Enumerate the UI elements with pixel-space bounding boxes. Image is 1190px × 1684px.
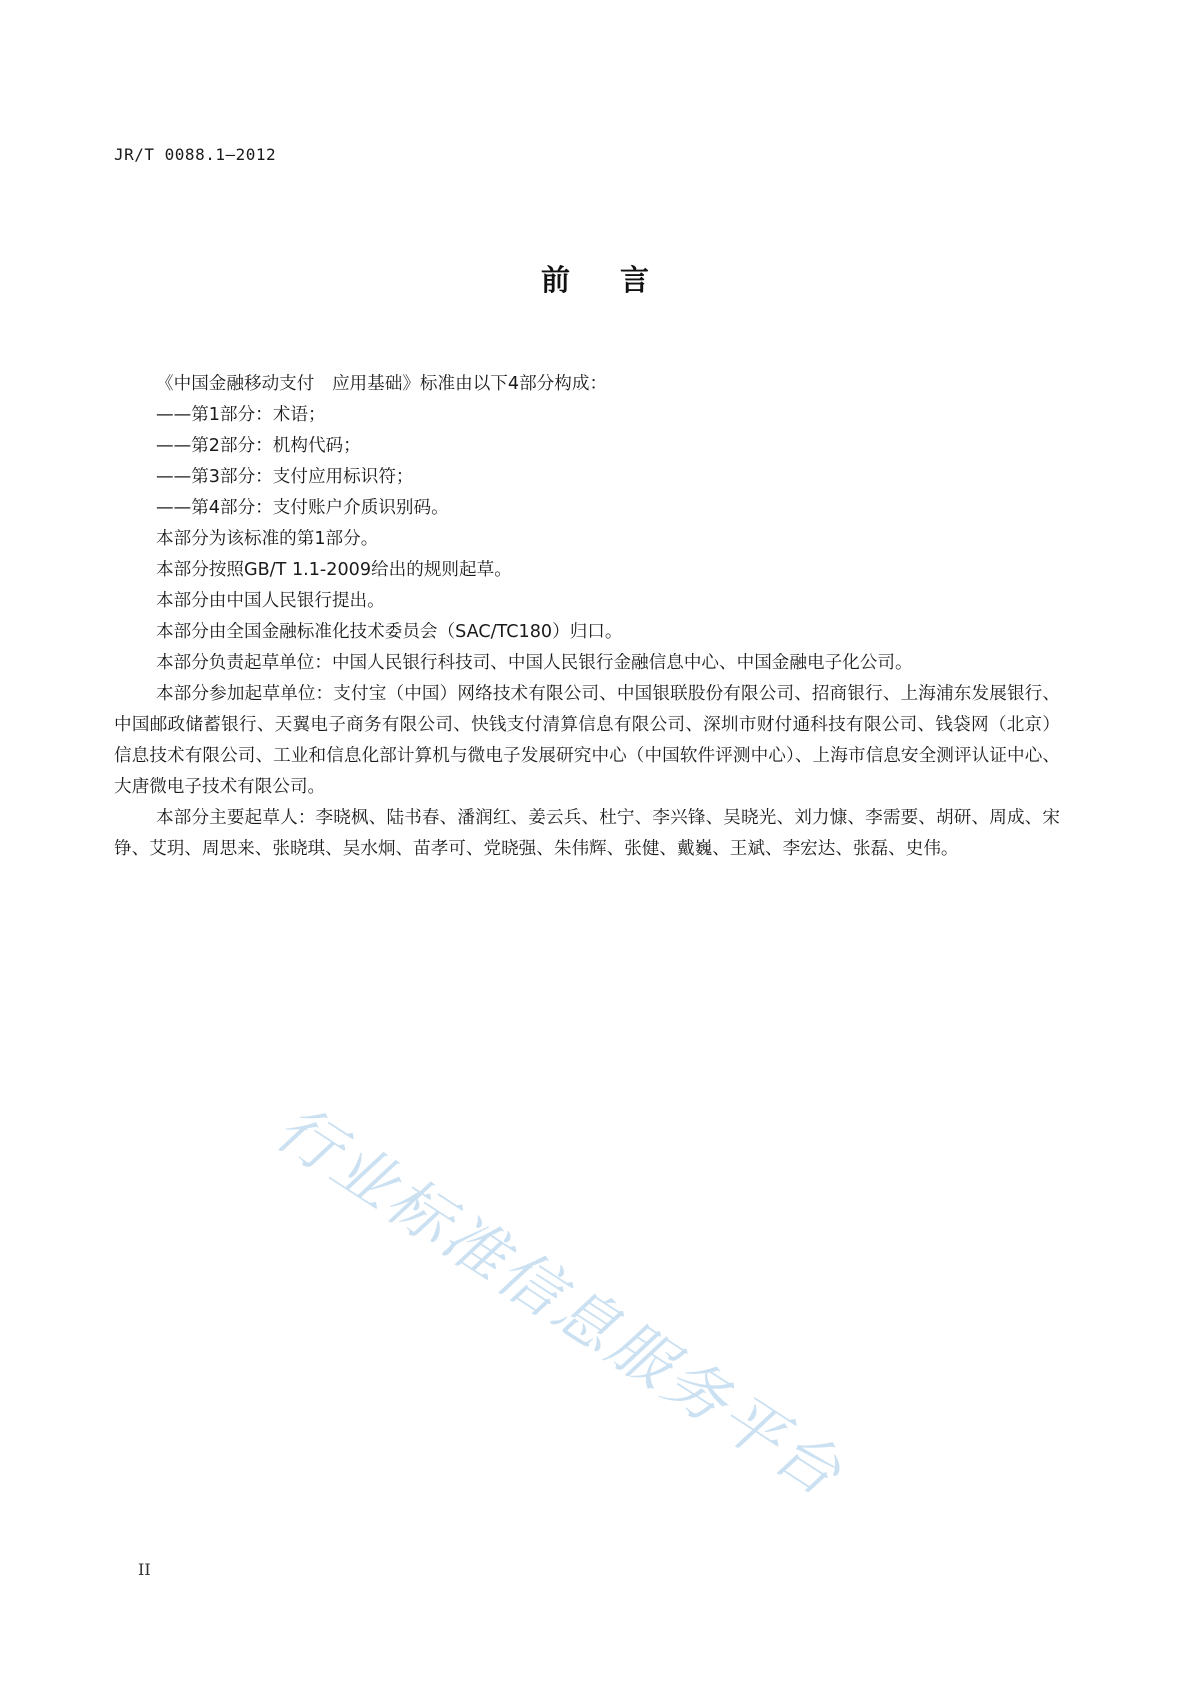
paragraph-part-1: ——第1部分：术语； (156, 405, 326, 425)
document-code: JR/T 0088.1—2012 (114, 145, 277, 164)
paragraph-standard-parts: 《中国金融移动支付 应用基础》标准由以下4部分构成： (156, 374, 608, 394)
paragraph-part-2: ——第2部分：机构代码； (156, 436, 361, 456)
watermark: 行业标准信息服务平台 (263, 1090, 857, 1512)
paragraph-participating-units: 本部分参加起草单位：支付宝（中国）网络技术有限公司、中国银联股份有限公司、招商银行、上海浦东发展银行、中国邮政储蓄银行、天翼电子商务有限公司、快钱支付清算信息有限公司、深圳市财付通科技有限公司、钱袋网（北京）信息技术有限公司、工业和信息化部计算机与微电子发展研究中心（中国软件评测中心）、上海市信息安全测评认证中心、大唐微电子技术有限公司。 (114, 684, 1060, 797)
foreword-body (114, 369, 1060, 865)
paragraph-part-4: ——第4部分：支付账户介质识别码。 (156, 498, 449, 518)
paragraph-part-3: ——第3部分：支付应用标识符； (156, 467, 414, 487)
paragraph-drafting-rules: 本部分按照GB/T 1.1-2009给出的规则起草。 (156, 560, 512, 580)
paragraph-this-part: 本部分为该标准的第1部分。 (156, 529, 379, 549)
paragraph-proposer: 本部分由中国人民银行提出。 (156, 591, 385, 611)
paragraph-committee: 本部分由全国金融标准化技术委员会（SAC/TC180）归口。 (156, 622, 623, 642)
paragraph-drafters: 本部分主要起草人：李晓枫、陆书春、潘润红、姜云兵、杜宁、李兴锋、吴晓光、刘力慷、李需要、胡研、周成、宋铮、艾玥、周思来、张晓琪、吴水炯、苗孝可、党晓强、朱伟辉、张健、戴巍、王斌、李宏达、张磊、史伟。 (114, 808, 1060, 859)
page-title: 前言 (540, 263, 699, 297)
page-number: II (138, 1560, 151, 1579)
paragraph-responsible-units: 本部分负责起草单位：中国人民银行科技司、中国人民银行金融信息中心、中国金融电子化公司。 (156, 653, 913, 673)
